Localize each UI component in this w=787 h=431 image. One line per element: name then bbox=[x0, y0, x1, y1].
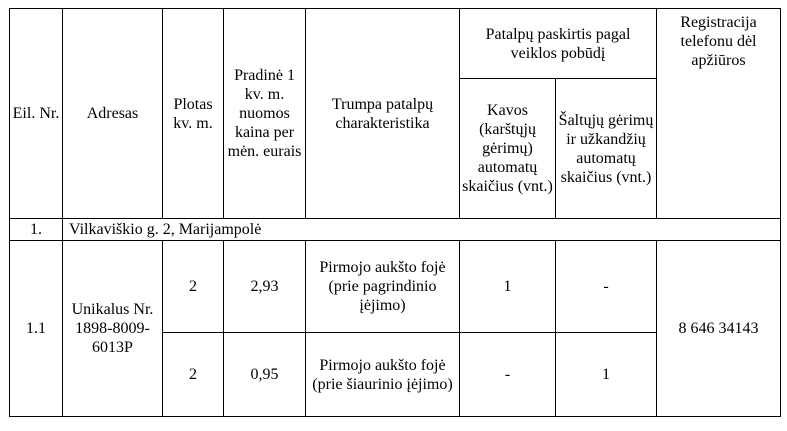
header-kaina: Pradinė 1 kv. m. nuomos kaina per mėn. eurais bbox=[224, 9, 306, 219]
row-1-kaina: 2,93 bbox=[224, 241, 306, 333]
row-1-kavos: 1 bbox=[460, 241, 556, 333]
section-number: 1. bbox=[10, 219, 63, 241]
row-2-saltuju: 1 bbox=[556, 333, 657, 417]
row-1-plotas: 2 bbox=[163, 241, 224, 333]
table-container bbox=[9, 8, 781, 417]
header-charakteristika: Trumpa patalpų charakteristika bbox=[306, 9, 460, 219]
row-2-plotas: 2 bbox=[163, 333, 224, 417]
section-address: Vilkaviškio g. 2, Marijampolė bbox=[63, 219, 781, 241]
header-registracija: Registracija telefonu dėl apžiūros bbox=[657, 9, 781, 219]
row-2-kaina: 0,95 bbox=[224, 333, 306, 417]
premises-table bbox=[9, 8, 781, 417]
item-unique-number: Unikalus Nr. 1898-8009-6013P bbox=[63, 241, 163, 417]
header-plotas: Plotas kv. m. bbox=[163, 9, 224, 219]
row-1-saltuju: - bbox=[556, 241, 657, 333]
phone-number: 8 646 34143 bbox=[657, 241, 781, 417]
row-2-kavos: - bbox=[460, 333, 556, 417]
row-2-charakteristika: Pirmojo aukšto fojė (prie šiaurinio įėjimo) bbox=[306, 333, 460, 417]
header-paskirtis: Patalpų paskirtis pagal veiklos pobūdį bbox=[460, 9, 657, 79]
header-saltuju: Šaltųjų gėrimų ir užkandžių automatų skaičius (vnt.) bbox=[556, 79, 657, 219]
header-adresas: Adresas bbox=[63, 9, 163, 219]
header-eil-nr: Eil. Nr. bbox=[10, 9, 63, 219]
item-number: 1.1 bbox=[10, 241, 63, 417]
header-kavos: Kavos (karštųjų gėrimų) automatų skaičius (vnt.) bbox=[460, 79, 556, 219]
row-1-charakteristika: Pirmojo aukšto fojė (prie pagrindinio įėjimo) bbox=[306, 241, 460, 333]
